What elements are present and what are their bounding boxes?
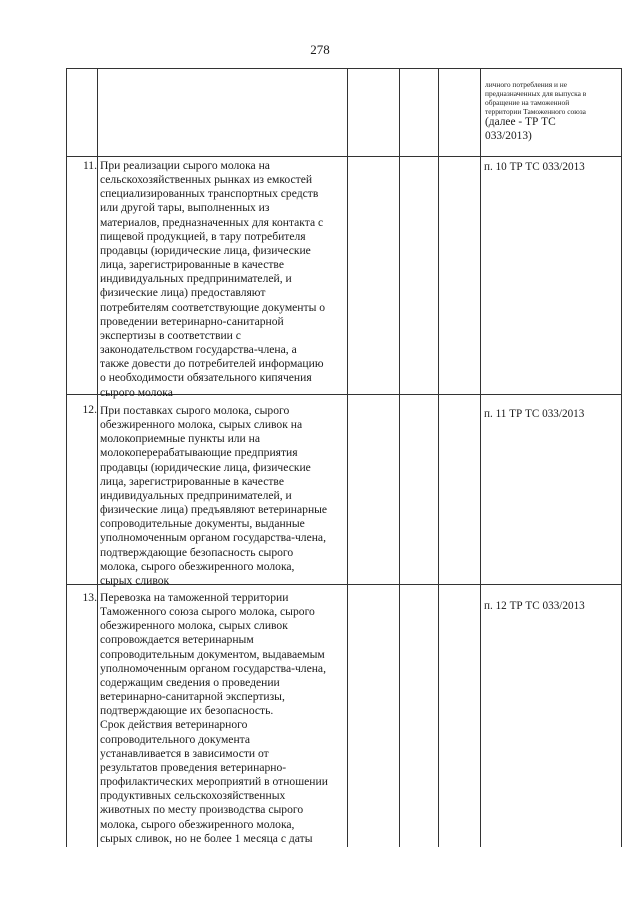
- text-line: обезжиренного молока, сырых сливок на: [100, 418, 303, 432]
- text-line: специализированных транспортных средств: [100, 187, 319, 201]
- text-line: сопроводительные документы, выданные: [100, 517, 305, 531]
- text-line: продавцы (юридические лица, физические: [100, 243, 311, 257]
- text-line: продавцы (юридические лица, физические: [100, 460, 311, 474]
- text-line: сырого молока: [100, 385, 173, 399]
- text-line: ветеринарно-санитарной экспертизы,: [100, 690, 285, 704]
- text-line: уполномоченным органом государства-члена,: [100, 531, 326, 545]
- text-line: молока, сырого обезжиренного молока,: [100, 817, 295, 831]
- text-line: При поставках сырого молока, сырого: [100, 404, 290, 417]
- text-line: Срок действия ветеринарного: [100, 718, 248, 732]
- text-line: индивидуальных предпринимателей, и: [100, 488, 292, 502]
- text-line: лица, зарегистрированные в качестве: [100, 258, 284, 272]
- text-line: сырых сливок, но не более 1 месяца с даты: [100, 831, 313, 845]
- requirements-table: [66, 68, 622, 847]
- column-divider-check-b: [438, 69, 439, 847]
- text-line: материалов, предназначенных для контакта с: [100, 215, 324, 229]
- text-line: потребителям соответствующие документы о: [100, 300, 326, 314]
- reference-note-line: (далее - ТР ТС: [485, 116, 556, 128]
- text-line: животных по месту производства сырого: [100, 803, 304, 817]
- reference-note-line: предназначенных для выпуска в: [485, 89, 587, 98]
- text-line: экспертизы в соответствии с: [100, 328, 241, 342]
- text-line: устанавливается в зависимости от: [100, 746, 269, 760]
- text-line: пищевой продукцией, в тару потребителя: [100, 229, 306, 243]
- row-divider: [67, 156, 621, 157]
- row-number: 12.: [82, 403, 97, 416]
- reference-cell: п. 11 ТР ТС 033/2013: [484, 408, 585, 420]
- text-line: проведении ветеринарно-санитарной: [100, 314, 284, 328]
- requirement-text: [100, 159, 344, 400]
- text-line: уполномоченным органом государства-члена,: [100, 661, 326, 675]
- column-divider-reference: [480, 69, 481, 847]
- text-line: или другой тары, выполненных из: [100, 201, 270, 215]
- reference-note-line: территории Таможенного союза: [485, 107, 586, 116]
- row-number: 13.: [82, 591, 97, 604]
- text-line: подтверждающие безопасность сырого: [100, 545, 294, 559]
- column-divider-check-a: [399, 69, 400, 847]
- text-line: обезжиренного молока, сырых сливок: [100, 619, 288, 633]
- reference-note-line: личного потребления и не: [485, 80, 567, 89]
- row-number: 11.: [82, 159, 97, 172]
- continued-reference-cell: [485, 80, 619, 143]
- column-divider-requirement: [347, 69, 348, 847]
- reference-cell: п. 12 ТР ТС 033/2013: [484, 600, 585, 612]
- requirement-text: [100, 591, 344, 846]
- text-line: сырых сливок: [100, 573, 170, 587]
- text-line: сельскохозяйственных рынках из емкостей: [100, 173, 313, 187]
- text-line: физические лица) предъявляют ветеринарные: [100, 503, 328, 517]
- text-line: подтверждающие их безопасность.: [100, 704, 274, 718]
- text-line: содержащим сведения о проведении: [100, 675, 280, 689]
- text-line: о необходимости обязательного кипячения: [100, 371, 312, 385]
- text-line: также довести до потребителей информацию: [100, 357, 324, 371]
- text-line: законодательством государства-члена, а: [100, 343, 297, 357]
- text-line: молока, сырого обезжиренного молока,: [100, 559, 295, 573]
- text-line: Перевозка на таможенной территории: [100, 591, 289, 604]
- text-line: При реализации сырого молока на: [100, 159, 270, 172]
- reference-cell: п. 10 ТР ТС 033/2013: [484, 161, 585, 173]
- text-line: профилактических мероприятий в отношении: [100, 775, 328, 789]
- text-line: Таможенного союза сырого молока, сырого: [100, 605, 315, 619]
- reference-note-line: 033/2013): [485, 129, 532, 142]
- text-line: индивидуальных предпринимателей, и: [100, 272, 292, 286]
- text-line: молокоперерабатывающие предприятия: [100, 446, 298, 460]
- reference-note-line: обращение на таможенной: [485, 98, 570, 107]
- requirement-text: [100, 404, 344, 588]
- column-divider-number: [97, 69, 98, 847]
- page-number: 278: [310, 42, 330, 57]
- text-line: продуктивных сельскохозяйственных: [100, 789, 286, 803]
- text-line: физические лица) предоставляют: [100, 286, 266, 300]
- text-line: результатов проведения ветеринарно-: [100, 760, 287, 774]
- text-line: лица, зарегистрированные в качестве: [100, 474, 284, 488]
- text-line: молокоприемные пункты или на: [100, 432, 261, 446]
- text-line: сопроводительного документа: [100, 732, 250, 746]
- text-line: сопроводительным документом, выдаваемым: [100, 647, 325, 661]
- text-line: сопровождается ветеринарным: [100, 633, 254, 647]
